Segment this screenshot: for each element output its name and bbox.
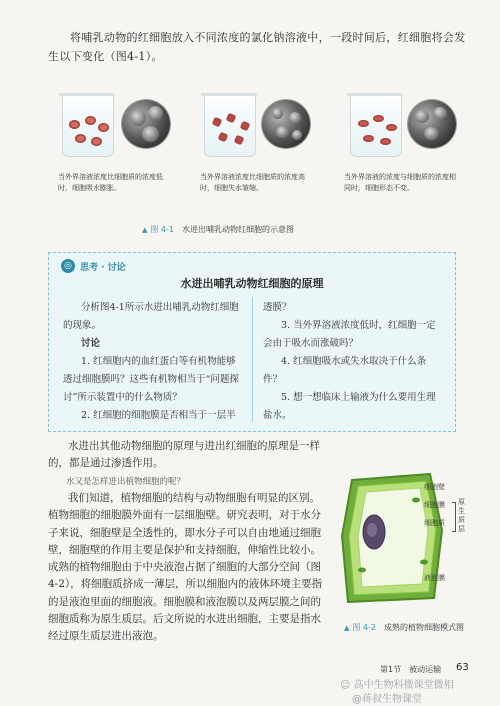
label-protoplast: 原生质层: [458, 498, 465, 533]
body-paragraph-1: 水进出其他动物细胞的原理与进出红细胞的原理是一样的，都是通过渗透作用。: [48, 440, 320, 470]
red-blood-cell: [386, 124, 397, 131]
fig2-caption-line: [344, 622, 464, 633]
red-blood-cell: [380, 138, 391, 145]
discussion-question-3: 3. 当外界溶液浓度低时，红细胞一定会由于吸水而涨破吗？: [263, 320, 436, 349]
red-blood-cell: [358, 120, 369, 127]
red-blood-cell: [75, 134, 86, 143]
micrograph-shrunken: [262, 100, 310, 148]
fig1-caption-line: [142, 224, 294, 235]
discussion-badge-label: 思考 · 讨论: [80, 262, 126, 273]
watermark-line-1: [340, 676, 454, 691]
page-number: 63: [456, 662, 469, 673]
body-paragraph-2: 我们知道，植物细胞的结构与动物细胞有明显的区别。植物细胞的细胞膜外面有一层细胞壁。研究表明，对于水分子来说，细胞壁是全透性的，即水分子可以自由地通过细胞壁，细胞壁的作用主要是保护和支持细胞，伸缩性比较小。成熟的植物细胞由于中央液泡占据了细胞的大部分空间（图4-2），将细胞质挤成一薄层，所以细胞内的液体环境主要指的是液泡里面的细胞液。细胞膜和液泡膜以及两层膜之间的细胞质称为原生质层。后文所说的水进出细胞，主要是指水经过原生质层进出液泡。: [48, 492, 323, 643]
beaker-illustration: [350, 96, 402, 157]
beaker-illustration: [62, 96, 114, 157]
red-blood-cell: [98, 123, 109, 132]
red-blood-cell: [212, 117, 223, 128]
column-divider: [252, 297, 253, 421]
discussion-question-4: 4. 红细胞吸水或失水取决于什么条件？: [263, 356, 427, 385]
footer-section: 第1节 被动运输: [380, 665, 442, 674]
discussion-box: [48, 252, 456, 432]
beaker-illustration: [204, 96, 256, 157]
red-blood-cell: [373, 115, 384, 122]
discussion-title: 水进出哺乳动物红细胞的原理: [180, 277, 324, 290]
protoplast-bracket: [452, 502, 456, 532]
red-blood-cell: [69, 120, 80, 129]
discussion-left-column: [63, 299, 241, 425]
watermark-text-1: 高中生物科微课堂微相: [353, 680, 454, 691]
fig1-caption-3: 当外界溶液的浓度与细胞质的浓度相同时，细胞形态不变。: [344, 173, 456, 192]
label-vacuole-membrane: 液泡膜: [424, 574, 445, 582]
red-blood-cell: [91, 137, 102, 146]
discussion-subheading: 讨论: [81, 338, 101, 349]
fig1-caption-2: 当外界溶液浓度比细胞质的浓度高时，细胞失水皱缩。: [200, 173, 305, 192]
red-blood-cell: [363, 135, 374, 142]
discussion-question-2: 2. 红细胞的细胞膜是否相当于一层半: [81, 410, 236, 421]
red-blood-cell: [240, 121, 251, 132]
red-blood-cell: [85, 116, 96, 125]
micrograph-swollen: [122, 100, 170, 148]
triangle-icon: ▲: [142, 226, 148, 234]
intro-paragraph: 将哺乳动物的红细胞放入不同浓度的氯化钠溶液中，一段时间后，红细胞将会发生以下变化（图4-1）。: [48, 31, 466, 63]
discussion-badge: [61, 259, 126, 273]
chat-icon: ☺: [340, 680, 351, 691]
label-cell-wall: 细胞壁: [424, 483, 445, 491]
fig1-caption-1: 当外界溶液浓度比细胞质的浓度低时，细胞吸水膨胀。: [58, 173, 163, 192]
red-blood-cell: [226, 113, 237, 124]
discussion-question-5: 5. 想一想临床上输液为什么要用生理盐水。: [263, 392, 436, 421]
label-cytoplasm: 细胞质: [424, 519, 445, 527]
micrograph-normal: [408, 100, 456, 148]
discussion-right-column: [263, 299, 443, 425]
discussion-question-2-cont: 透膜？: [263, 302, 292, 313]
fig1-number: 图 4-1: [150, 225, 174, 234]
triangle-icon: ▲: [344, 624, 350, 632]
discussion-question-1: 1. 红细胞内的血红蛋白等有机物能够透过细胞膜吗？这些有机物相当于“问题探讨”所示装置中的什么物质？: [63, 356, 239, 403]
fig1-title: 水进出哺乳动物红细胞的示意图: [182, 225, 294, 234]
discussion-header: [49, 253, 455, 295]
fig2-title: 成熟的植物细胞模式图: [384, 623, 464, 632]
red-blood-cell: [234, 135, 245, 146]
body-question: 水又是怎样进出植物细胞的呢？: [66, 477, 186, 487]
lightbulb-icon: ◎: [61, 259, 75, 273]
discussion-intro: 分析图4-1所示水进出哺乳动物红细胞的现象。: [63, 302, 239, 331]
watermark-line-2: @蒋叔生物课堂: [352, 694, 422, 705]
red-blood-cell: [218, 132, 229, 143]
fig2-number: 图 4-2: [352, 623, 376, 632]
label-cell-membrane: 细胞膜: [424, 501, 445, 509]
